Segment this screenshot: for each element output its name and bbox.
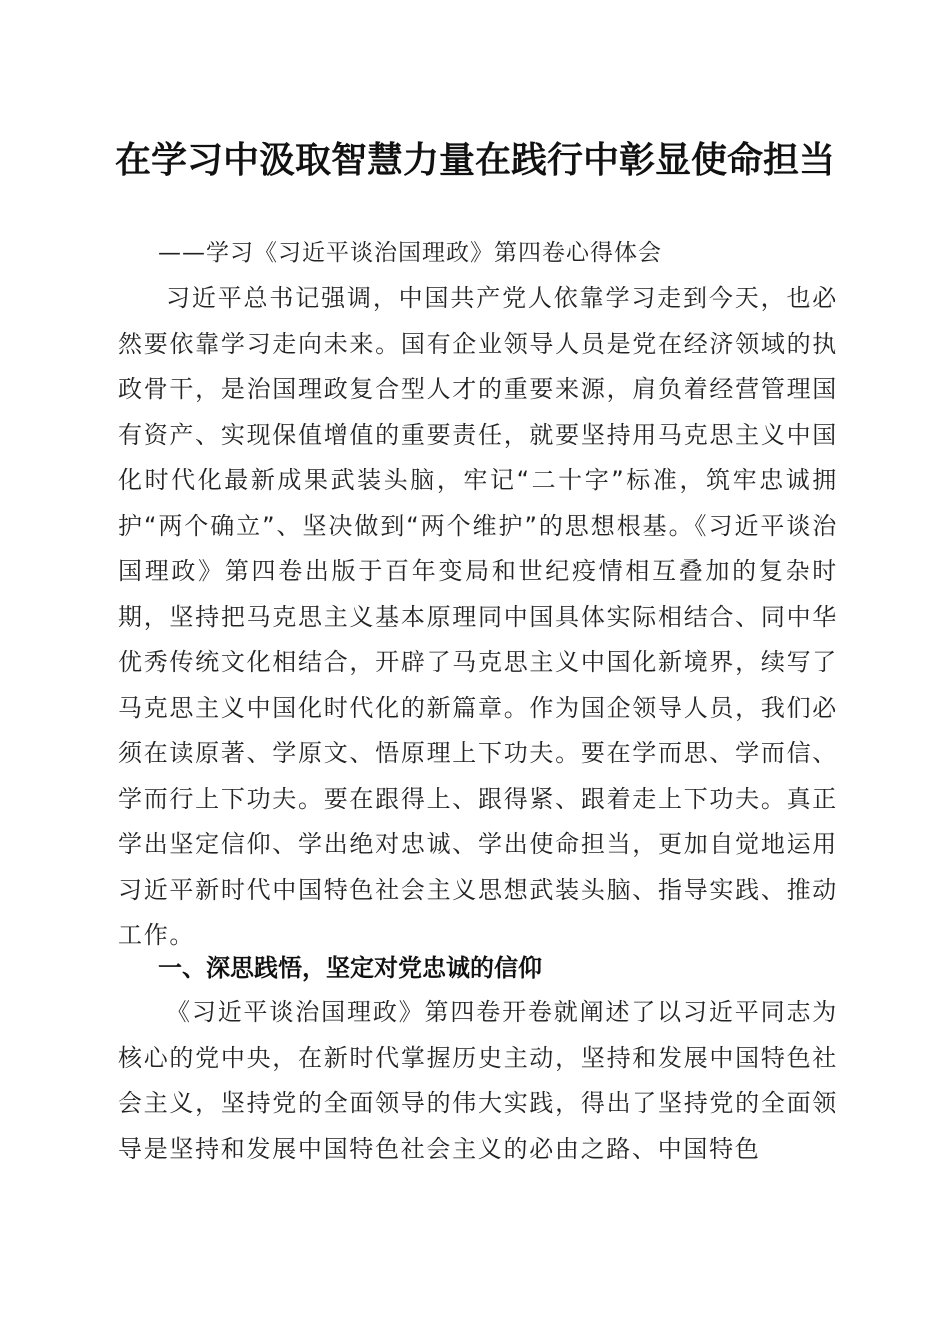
section-heading: 一、深思践悟，坚定对党忠诚的信仰 [158,954,542,982]
section-paragraph: 《习近平谈治国理政》第四卷开卷就阐述了以习近平同志为核心的党中央，在新时代掌握历史主动，坚持和发展中国特色社会主义，坚持党的全面领导的伟大实践，得出了坚持党的全面领导是坚持和发展中国特色社会主义的必由之路、中国特色 [118,998,838,1163]
body-paragraph: 习近平总书记强调，中国共产党人依靠学习走到今天，也必然要依靠学习走向未来。国有企业领导人员是党在经济领域的执政骨干，是治国理政复合型人才的重要来源，肩负着经营管理国有资产、实现保值增值的重要责任，就要坚持用马克思主义中国化时代化最新成果武装头脑，牢记“二十字”标准，筑牢忠诚拥护“两个确立”、坚决做到“两个维护”的思想根基。《习近平谈治国理政》第四卷出版于百年变局和世纪疫情相互叠加的复杂时期，坚持把马克思主义基本原理同中国具体实际相结合、同中华优秀传统文化相结合，开辟了马克思主义中国化新境界，续写了马克思主义中国化时代化的新篇章。作为国企领导人员，我们必须在读原著、学原文、悟原理上下功夫。要在学而思、学而信、学而行上下功夫。要在跟得上、跟得紧、跟着走上下功夫。真正学出坚定信仰、学出绝对忠诚、学出使命担当，更加自觉地运用习近平新时代中国特色社会主义思想武装头脑、指导实践、推动工作。 [118,284,838,949]
document-subtitle: ——学习《习近平谈治国理政》第四卷心得体会 [158,240,662,266]
document-title: 在学习中汲取智慧力量在践行中彰显使命担当 [114,139,835,181]
